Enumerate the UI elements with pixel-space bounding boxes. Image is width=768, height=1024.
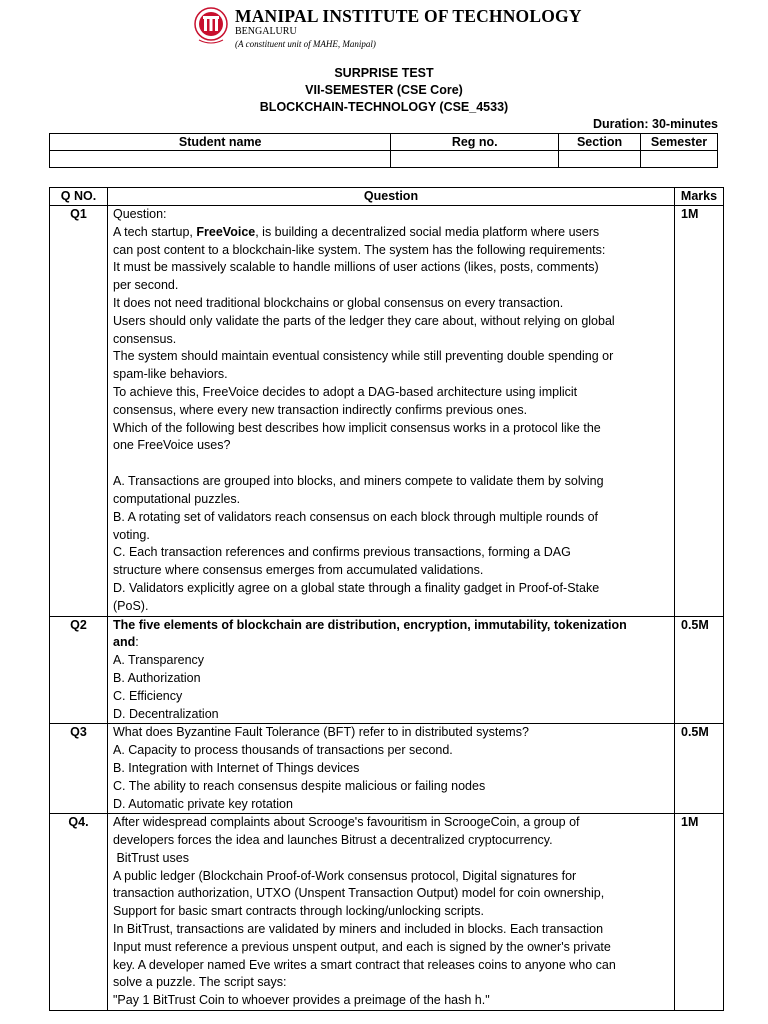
institute-logo-icon xyxy=(193,6,229,46)
option-c: C. The ability to reach consensus despite malicious or failing nodes xyxy=(113,778,486,793)
header-section: Section xyxy=(559,134,641,151)
question-line: solve a puzzle. The script says: xyxy=(113,975,287,990)
question-line: one FreeVoice uses? xyxy=(113,438,231,453)
institute-name: MANIPAL INSTITUTE OF TECHNOLOGY xyxy=(235,6,582,26)
question-line: The system should maintain eventual consistency while still preventing double spending or xyxy=(113,349,614,364)
company-name: FreeVoice xyxy=(196,224,256,239)
question-text xyxy=(108,206,675,617)
student-name-field[interactable] xyxy=(50,151,391,168)
student-details-table xyxy=(49,133,718,168)
question-row xyxy=(50,206,724,617)
question-line: consensus, where every new transaction indirectly confirms previous ones. xyxy=(113,402,528,417)
question-marks: 1M xyxy=(675,206,724,617)
question-line: The five elements of blockchain are distribution, encryption, immutability, tokenization xyxy=(113,617,627,632)
option-a: A. Capacity to process thousands of transactions per second. xyxy=(113,743,453,758)
option-a: A. Transparency xyxy=(113,653,205,668)
question-line: Support for basic smart contracts through locking/unlocking scripts. xyxy=(113,904,485,919)
question-marks: 0.5M xyxy=(675,616,724,724)
semester-field[interactable] xyxy=(641,151,718,168)
question-line: can post content to a blockchain-like system. The system has the following requirements: xyxy=(113,242,606,257)
question-table xyxy=(49,187,724,1011)
question-line: It must be massively scalable to handle millions of user actions (likes, posts, comments) xyxy=(113,260,599,275)
course-line: BLOCKCHAIN-TECHNOLOGY (CSE_4533) xyxy=(259,100,509,114)
reg-no-field[interactable] xyxy=(391,151,559,168)
question-line: per second. xyxy=(113,278,179,293)
institute-subtitle: (A constituent unit of MAHE, Manipal) xyxy=(235,39,376,49)
question-line: "Pay 1 BitTrust Coin to whoever provides a preimage of the hash h." xyxy=(113,993,490,1008)
question-text xyxy=(108,616,675,724)
question-row xyxy=(50,814,724,1011)
option-d: D. Decentralization xyxy=(113,706,219,721)
question-line: and: xyxy=(113,635,139,650)
option-c: C. Each transaction references and confirms previous transactions, forming a DAG xyxy=(113,545,571,560)
question-line: What does Byzantine Fault Tolerance (BFT) refer to in distributed systems? xyxy=(113,725,529,740)
option-d-cont: (PoS). xyxy=(113,598,149,613)
question-number: Q4. xyxy=(50,814,108,1011)
question-row xyxy=(50,724,724,814)
question-line: consensus. xyxy=(113,331,177,346)
question-line: Users should only validate the parts of the ledger they care about, without relying on global xyxy=(113,313,615,328)
question-marks: 1M xyxy=(675,814,724,1011)
question-marks: 0.5M xyxy=(675,724,724,814)
question-line: transaction authorization, UTXO (Unspent Transaction Output) model for coin ownership, xyxy=(113,886,605,901)
option-c: C. Efficiency xyxy=(113,688,183,703)
question-text xyxy=(108,814,675,1011)
question-text xyxy=(108,724,675,814)
question-line: spam-like behaviors. xyxy=(113,367,228,382)
question-line: A public ledger (Blockchain Proof-of-Work consensus protocol, Digital signatures for xyxy=(113,868,577,883)
test-title: SURPRISE TEST xyxy=(334,66,434,80)
option-c-cont: structure where consensus emerges from accumulated validations. xyxy=(113,563,484,578)
option-a: A. Transactions are grouped into blocks, and miners compete to validate them by solving xyxy=(113,474,604,489)
header-question: Question xyxy=(108,188,675,206)
question-line: key. A developer named Eve writes a smart contract that releases coins to anyone who can xyxy=(113,957,616,972)
question-line: To achieve this, FreeVoice decides to adopt a DAG-based architecture using implicit xyxy=(113,384,578,399)
question-number: Q1 xyxy=(50,206,108,617)
header-student-name: Student name xyxy=(50,134,391,151)
question-line: In BitTrust, transactions are validated by miners and included in blocks. Each transaction xyxy=(113,922,604,937)
question-line: Which of the following best describes how implicit consensus works in a protocol like the xyxy=(113,420,601,435)
option-b: B. Authorization xyxy=(113,670,201,685)
section-field[interactable] xyxy=(559,151,641,168)
question-line: developers forces the idea and launches Bitrust a decentralized cryptocurrency. xyxy=(113,833,553,848)
header-reg-no: Reg no. xyxy=(391,134,559,151)
option-b-cont: voting. xyxy=(113,527,150,542)
question-row xyxy=(50,616,724,724)
header-qno: Q NO. xyxy=(50,188,108,206)
question-line: Question: xyxy=(113,207,167,221)
semester-line: VII-SEMESTER (CSE Core) xyxy=(305,83,463,97)
question-number: Q2 xyxy=(50,616,108,724)
option-a-cont: computational puzzles. xyxy=(113,491,241,506)
institute-header xyxy=(193,6,582,50)
question-line: A tech startup, FreeVoice, is building a decentralized social media platform where users xyxy=(113,224,600,239)
option-b: B. A rotating set of validators reach consensus on each block through multiple rounds of xyxy=(113,509,599,524)
question-line: BitTrust uses xyxy=(113,850,189,865)
question-line: Input must reference a previous unspent output, and each is signed by the owner's private xyxy=(113,939,611,954)
question-number: Q3 xyxy=(50,724,108,814)
header-semester: Semester xyxy=(641,134,718,151)
header-marks: Marks xyxy=(675,188,724,206)
question-line: After widespread complaints about Scrooge's favouritism in ScroogeCoin, a group of xyxy=(113,815,580,830)
option-d: D. Automatic private key rotation xyxy=(113,796,293,811)
option-d: D. Validators explicitly agree on a global state through a finality gadget in Proof-of-Stake xyxy=(113,580,600,595)
question-line: It does not need traditional blockchains or global consensus on every transaction. xyxy=(113,295,564,310)
duration: Duration: 30-minutes xyxy=(592,117,718,131)
institute-city: BENGALURU xyxy=(235,26,297,37)
option-b: B. Integration with Internet of Things devices xyxy=(113,760,360,775)
